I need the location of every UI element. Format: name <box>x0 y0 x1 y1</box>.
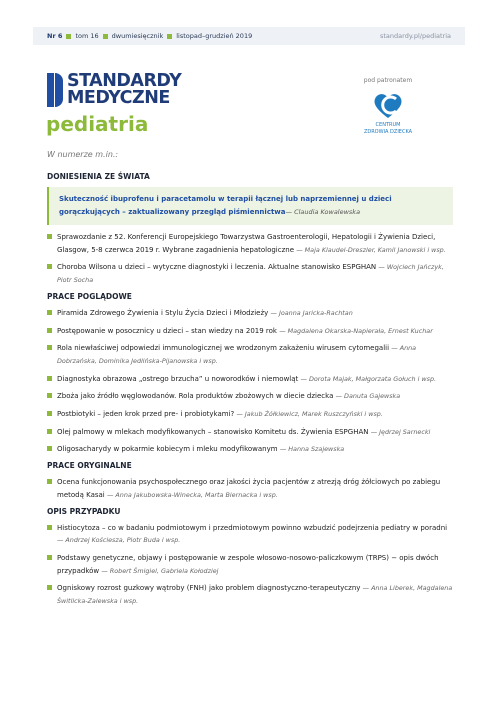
bullet-square-icon <box>47 429 52 434</box>
article-title: Oligosacharydy w pokarmie kobiecym i mleku modyfikowanym <box>57 445 278 454</box>
site-url[interactable]: standardy.pl/pediatria <box>380 32 451 40</box>
article-title: Diagnostyka obrazowa „ostrego brzucha” u noworodków i niemowląt <box>57 374 299 383</box>
article-authors: — Magdalena Okarska-Napierała, Ernest Kuchar <box>279 326 433 335</box>
volume: tom 16 <box>75 32 99 40</box>
issue-meta <box>47 32 252 40</box>
patronage-org-line-2: ZDROWIA DZIECKA <box>363 128 413 135</box>
journal-title: pediatria <box>46 112 149 136</box>
issue-number: Nr 6 <box>47 32 63 40</box>
article-title: Postbiotyki – jeden krok przed pre- i probiotykami? <box>57 410 235 419</box>
bullet-square-icon <box>47 328 52 333</box>
list-item[interactable] <box>47 443 453 456</box>
bullet-square-icon <box>47 585 52 590</box>
section-title: DONIESIENIA ZE ŚWIATA <box>47 172 150 181</box>
article-title: Histiocytoza – co w badaniu podmiotowym i przedmiotowym powinno wzbudzić podejrzenia pediatry w poradni <box>57 523 448 532</box>
article-authors: — Claudia Kowalewska <box>285 208 361 216</box>
table-of-contents <box>47 168 453 613</box>
article-authors: — Danuta Gajewska <box>335 392 401 401</box>
patronage-org <box>360 122 416 135</box>
bullet-square-icon <box>167 34 172 39</box>
bullet-square-icon <box>66 34 71 39</box>
section-title: PRACE POGLĄDOWE <box>47 291 132 301</box>
article-title: Podstawy genetyczne, objawy i postępowanie w zespole włosowo-nosowo-paliczkowym (TRPS) − opis dwóch przypadków <box>57 553 439 575</box>
list-item[interactable] <box>47 390 453 403</box>
bullet-square-icon <box>47 264 52 269</box>
list-item[interactable] <box>47 522 453 547</box>
article-title: Rola niewłaściwej odpowiedzi immunologicznej we wrodzonym zakażeniu wirusem cytomegalii <box>57 344 390 353</box>
patronage-label: pod patronatem <box>363 77 413 84</box>
list-item[interactable] <box>47 325 453 338</box>
bullet-square-icon <box>47 555 52 560</box>
article-authors: — Joanna Jaricka-Rachtan <box>270 308 353 317</box>
article-title: Piramida Zdrowego Żywienia i Stylu Życia Dzieci i Młodzieży <box>57 308 269 317</box>
article-authors: — Jakub Żółkiewicz, Marek Ruszczyński i wsp. <box>236 410 383 419</box>
patronage-org-line-1: CENTRUM <box>375 122 401 128</box>
list-item[interactable] <box>47 552 453 577</box>
section-title: OPIS PRZYPADKU <box>47 506 121 516</box>
list-item[interactable] <box>47 408 453 421</box>
bullet-square-icon <box>47 234 52 239</box>
article-title: Sprawozdanie z 52. Konferencji Europejskiego Towarzystwa Gastroenterologii, Hepatologii i Żywienia Dzieci, Glasgow, 5-8 czerwca 2019 r. Wybrane zagadnienia hepatologiczne <box>57 233 436 254</box>
standardy-medyczne-logo <box>47 73 181 107</box>
list-item[interactable] <box>47 342 453 367</box>
article-title: Postępowanie w posocznicy u dzieci – stan wiedzy na 2019 rok <box>57 326 277 335</box>
article-title: Olej palmowy w mlekach modyfikowanych – stanowisko Komitetu ds. Żywienia ESPGHAN <box>57 427 369 436</box>
bullet-square-icon <box>47 479 52 484</box>
highlighted-article[interactable] <box>47 187 453 225</box>
issue-info-bar <box>33 27 465 45</box>
logo-line-2: MEDYCZNE <box>67 88 170 108</box>
article-authors: — Maja Klaudel-Dreszler, Kamil Janowski i wsp. <box>296 245 446 254</box>
article-authors: — Andrzej Kościesza, Piotr Buda i wsp. <box>57 536 181 545</box>
article-authors: — Hanna Szajewska <box>279 445 345 454</box>
bullet-square-icon <box>47 393 52 398</box>
bullet-square-icon <box>47 310 52 315</box>
bullet-square-icon <box>47 411 52 416</box>
frequency: dwumiesięcznik <box>111 32 164 40</box>
bullet-square-icon <box>47 376 52 381</box>
list-item[interactable] <box>47 231 453 256</box>
article-title: Skuteczność ibuprofenu i paracetamolu w terapii łącznej lub naprzemiennej u dzieci gorączkujących – zaktualizowany przegląd piśmiennictwa <box>59 195 392 216</box>
article-title: Ocena funkcjonowania psychospołecznego oraz jakości życia pacjentów z atrezją dróg żółciowych po zabiegu metodą Kasai <box>57 478 441 499</box>
bullet-square-icon <box>47 345 52 350</box>
bullet-square-icon <box>103 34 108 39</box>
article-authors: — Robert Śmigiel, Gabriela Kołodziej <box>101 566 219 575</box>
article-title: Ogniskowy rozrost guzkowy wątroby (FNH) jako problem diagnostyczno-terapeutyczny <box>57 584 361 593</box>
list-item[interactable] <box>47 373 453 386</box>
article-authors: — Anna Liberek, Magdalena Świtlicka-Zalewska i wsp. <box>57 584 453 606</box>
article-title: Choroba Wilsona u dzieci – wytyczne diagnostyki i leczenia. Aktualne stanowisko ESPGHAN <box>57 263 377 272</box>
article-authors: — Wojciech Jańczyk, Piotr Socha <box>57 263 444 285</box>
czd-heart-logo-icon <box>370 90 406 120</box>
list-item[interactable] <box>47 307 453 320</box>
list-item[interactable] <box>47 582 453 607</box>
logo-line-1: STANDARDY <box>67 71 182 91</box>
contents-intro: W numerze m.in.: <box>47 150 119 159</box>
list-item[interactable] <box>47 476 453 501</box>
list-item[interactable] <box>47 261 453 286</box>
article-authors: — Anna Dobrzańska, Dominika Jedlińska-Pijanowska i wsp. <box>57 344 417 365</box>
article-authors: — Anna Jakubowska-Winecka, Marta Biernacka i wsp. <box>106 490 278 499</box>
issue-period: listopad–grudzień 2019 <box>176 32 253 40</box>
logo-mark-icon <box>47 73 63 107</box>
patronage-block <box>360 77 416 135</box>
list-item[interactable] <box>47 426 453 439</box>
article-authors: — Dorota Majak, Małgorzata Gołuch i wsp. <box>300 374 437 383</box>
bullet-square-icon <box>47 525 52 530</box>
article-authors: — Jędrzej Sarnecki <box>370 427 431 436</box>
section-title: PRACE ORYGINALNE <box>47 461 132 471</box>
article-title: Zboża jako źródło węglowodanów. Rola produktów zbożowych w diecie dziecka <box>57 392 334 401</box>
bullet-square-icon <box>47 446 52 451</box>
